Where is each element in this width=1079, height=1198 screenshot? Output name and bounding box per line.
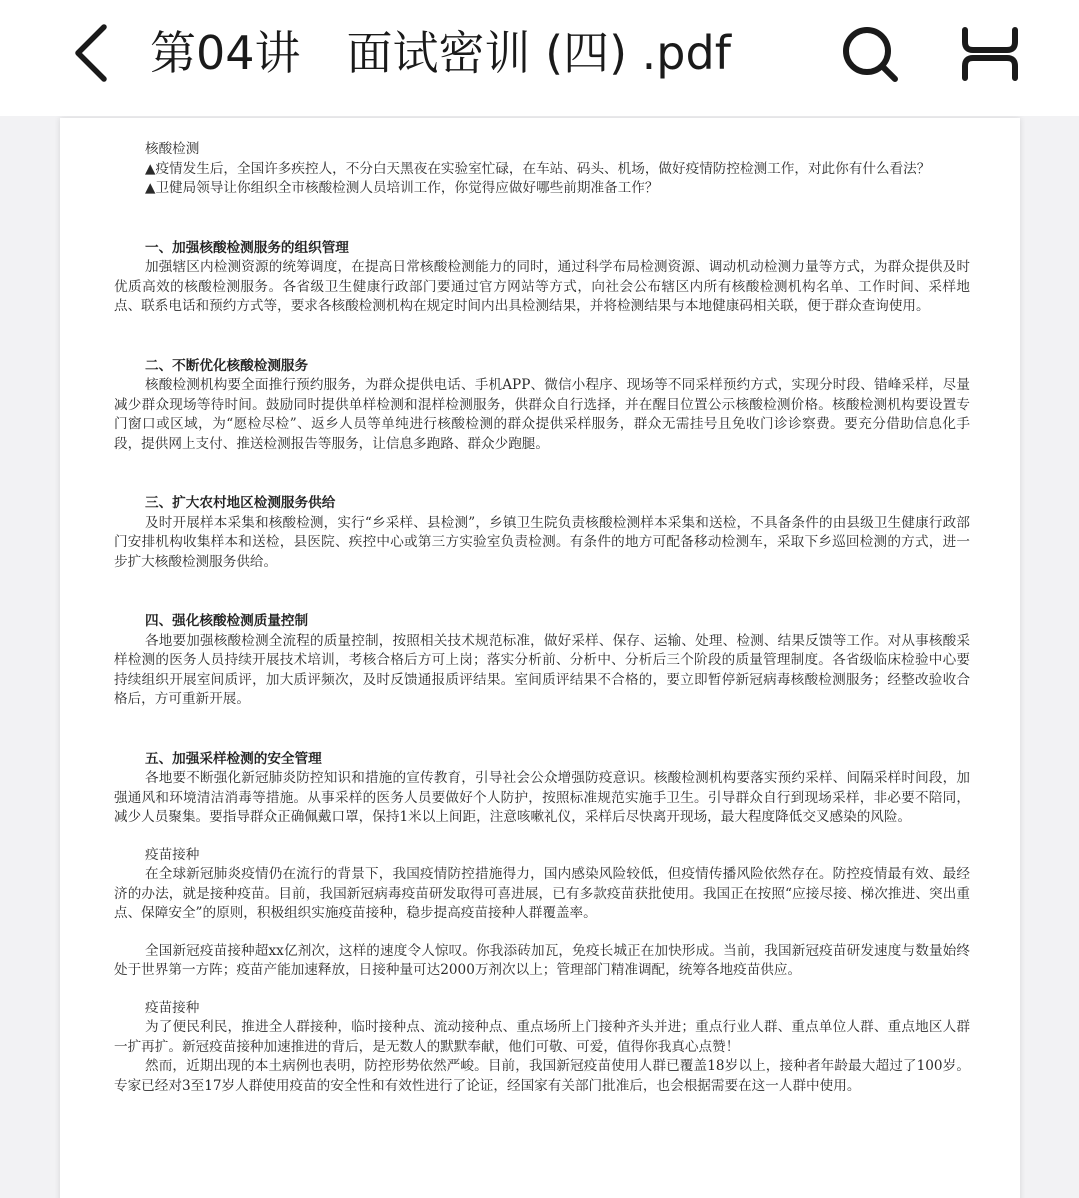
body-paragraph: 然而，近期出现的本土病例也表明，防控形势依然严峻。目前，我国新冠疫苗使用人群已覆盖18岁以上，接种者年龄最大超过了100岁。专家已经对3至17岁人群使用疫苗的安全性和有效性进行了论证，经国家有关部门批准后，也会根据需要在这一人群中使用。 — [114, 1058, 970, 1094]
section-label: 疫苗接种 — [145, 999, 200, 1016]
section-heading: 一、加强核酸检测服务的组织管理 — [145, 239, 349, 256]
question-paragraph: ▲卫健局领导让你组织全市核酸检测人员培训工作，你觉得应做好哪些前期准备工作？ — [145, 180, 659, 196]
pdf-page — [60, 118, 1020, 1198]
pdf-viewer[interactable] — [0, 116, 1079, 1198]
page-content — [114, 140, 970, 1096]
back-chevron-icon[interactable] — [70, 23, 110, 83]
section-heading: 二、不断优化核酸检测服务 — [145, 357, 309, 374]
top-bar — [0, 0, 1079, 116]
body-paragraph: 及时开展样本采集和核酸检测，实行“乡采样、县检测”，乡镇卫生院负责核酸检测样本采集和送检，不具备条件的由县级卫生健康行政部门安排机构收集样本和送检，县医院、疾控中心或第三方实验室负责检测。有条件的地方可配备移动检测车，采取下乡巡回检测的方式，进一步扩大核酸检测服务供给。 — [114, 514, 970, 570]
section-heading: 五、加强采样检测的安全管理 — [145, 750, 322, 767]
section-heading: 三、扩大农村地区检测服务供给 — [145, 495, 336, 511]
back-button[interactable] — [62, 22, 118, 84]
body-paragraph: 核酸检测机构要全面推行预约服务，为群众提供电话、手机APP、微信小程序、现场等不同采样预约方式，实现分时段、错峰采样，尽量减少群众现场等待时间。鼓励同时提供单样检测和混样检测服务，供群众自行选择，并在醒目位置公示核酸检测价格。核酸检测机构要设置专门窗口或区域，为“愿检尽检”、返乡人员等单纯进行核酸检测的群众提供采样服务，群众无需挂号且免收门诊诊察费。要充分借助信息化手段，提供网上支付、推送检测报告等服务，让信息多跑路、群众少跑腿。 — [114, 377, 970, 452]
body-paragraph: 各地要加强核酸检测全流程的质量控制，按照相关技术规范标准，做好采样、保存、运输、处理、检测、结果反馈等工作。对从事核酸采样检测的医务人员持续开展技术培训，考核合格后方可上岗；落实分析前、分析中、分析后三个阶段的质量管理制度。各省级临床检验中心要持续组织开展室间质评，加大质评频次，及时反馈通报质评结果。室间质评结果不合格的，要立即暂停新冠病毒核酸检测服务；经整改验收合格后，方可重新开展。 — [114, 632, 970, 707]
document-title: 第04讲 面试密训 (四) .pdf — [150, 26, 731, 80]
body-paragraph: 各地要不断强化新冠肺炎防控知识和措施的宣传教育，引导社会公众增强防疫意识。核酸检测机构要落实预约采样、间隔采样时间段，加强通风和环境清洁消毒等措施。从事采样的医务人员要做好个人防护，按照标准规范实施手卫生。引导群众自行到现场采样，非必要不陪同，减少人员聚集。要指导群众正确佩戴口罩，保持1米以上间距，注意咳嗽礼仪，采样后尽快离开现场，最大程度降低交叉感染的风险。 — [114, 770, 970, 825]
section-label: 核酸检测 — [145, 141, 200, 157]
body-paragraph: 在全球新冠肺炎疫情仍在流行的背景下，我国疫情防控措施得力，国内感染风险较低，但疫情传播风险依然存在。防控疫情最有效、最经济的办法，就是接种疫苗。目前，我国新冠病毒疫苗研发取得可喜进展，已有多款疫苗获批使用。我国正在按照“应接尽接、梯次推进、突出重点、保障安全”的原则，积极组织实施疫苗接种，稳步提高疫苗接种人群覆盖率。 — [114, 866, 970, 921]
body-paragraph: 为了便民利民，推进全人群接种，临时接种点、流动接种点、重点场所上门接种齐头并进；重点行业人群、重点单位人群、重点地区人群一扩再扩。新冠疫苗接种加速推进的背后，是无数人的默默奉献，他们可敬、可爱，值得你我真心点赞！ — [114, 1019, 970, 1055]
search-button[interactable] — [838, 22, 902, 86]
body-paragraph: 全国新冠疫苗接种超xx亿剂次，这样的速度令人惊叹。你我添砖加瓦，免疫长城正在加快形成。当前，我国新冠疫苗研发速度与数量始终处于世界第一方阵；疫苗产能加速释放，日接种量可达2000万剂次以上；管理部门精准调配，统筹各地疫苗供应。 — [114, 942, 970, 978]
body-paragraph: 加强辖区内检测资源的统筹调度，在提高日常核酸检测能力的同时，通过科学布局检测资源、调动机动检测力量等方式，为群众提供及时优质高效的核酸检测服务。各省级卫生健康行政部门要通过官方网站等方式，向社会公布辖区内所有核酸检测机构名单、工作时间、采样地点、联系电话和预约方式等，要求各核酸检测机构在规定时间内出具检测结果，并将检测结果与本地健康码相关联，便于群众查询使用。 — [114, 259, 970, 314]
search-icon[interactable] — [840, 24, 900, 84]
section-heading: 四、强化核酸检测质量控制 — [145, 613, 309, 629]
section-label: 疫苗接种 — [145, 846, 200, 863]
more-menu-icon[interactable] — [959, 26, 1021, 82]
more-menu-button[interactable] — [954, 22, 1026, 86]
question-paragraph: ▲疫情发生后，全国许多疾控人，不分白天黑夜在实验室忙碌，在车站、码头、机场，做好疫情防控检测工作，对此你有什么看法？ — [145, 160, 931, 177]
